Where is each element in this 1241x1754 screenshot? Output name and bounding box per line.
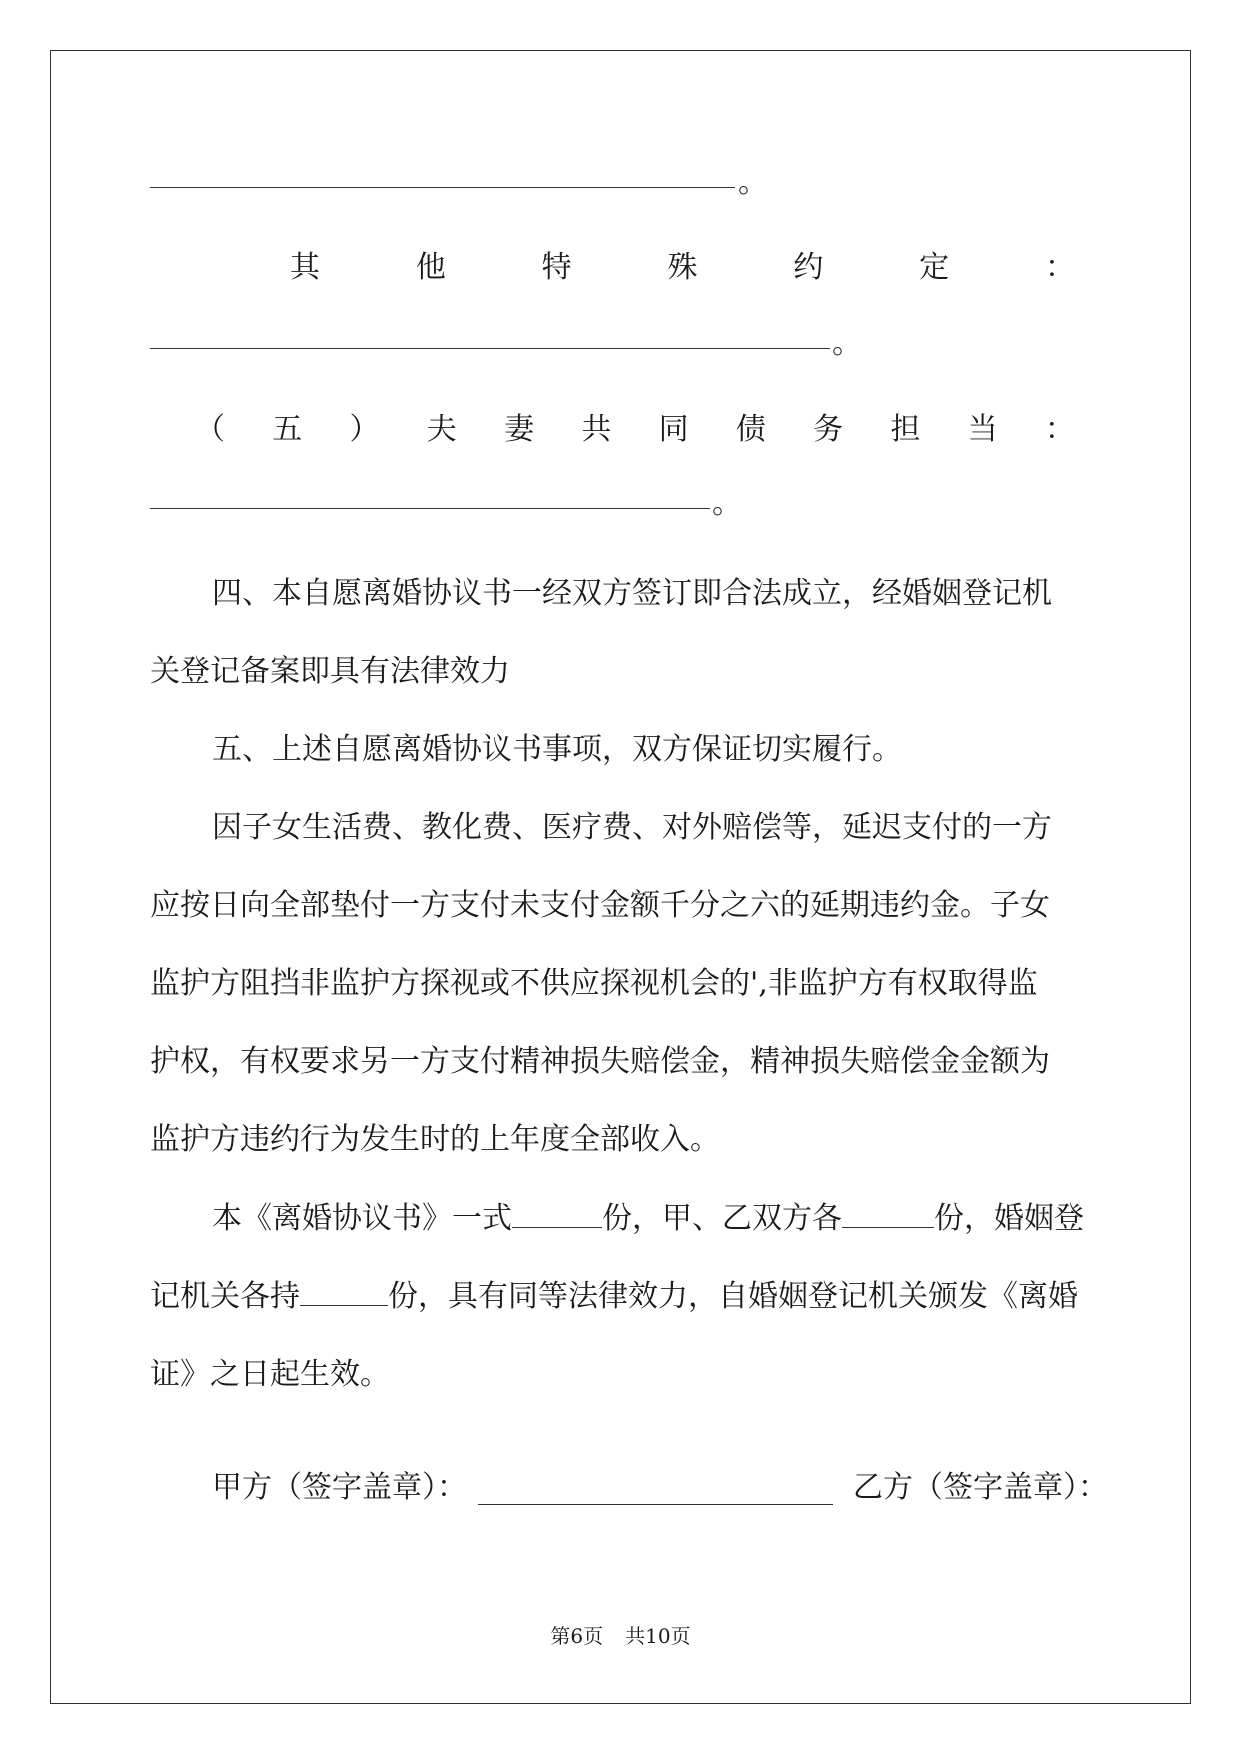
copies-clause-line-2 xyxy=(150,1258,1080,1336)
heading-char: 殊 xyxy=(667,250,698,285)
party-a-signature-blank xyxy=(478,1504,833,1505)
penalty-clause xyxy=(150,789,1080,1179)
penalty-clause-line-5: 监护方违约行为发生时的上年度全部收入。 xyxy=(150,1122,720,1157)
heading-char: ） xyxy=(349,412,380,447)
blank-line-2-period: 。 xyxy=(832,326,862,361)
blank-line-3-period: 。 xyxy=(712,486,742,521)
copies-text: 份，具有同等法律效力，自婚姻登记机关颁发《离婚 xyxy=(388,1279,1078,1314)
heading-char: 同 xyxy=(658,412,689,447)
heading-char: 夫 xyxy=(426,412,457,447)
clause-four-line-2: 关登记备案即具有法律效力 xyxy=(150,654,510,689)
copies-clause xyxy=(150,1180,1084,1414)
heading-char: 他 xyxy=(415,250,446,285)
party-b-signature-label: 乙方（签字盖章）： xyxy=(853,1470,1108,1505)
heading-char: ： xyxy=(1044,412,1075,447)
special-agreements-heading xyxy=(290,250,1075,285)
penalty-clause-line-1: 因子女生活费、教化费、医疗费、对外赔偿等，延迟支付的一方 xyxy=(212,810,1052,845)
heading-char: 约 xyxy=(793,250,824,285)
joint-debt-heading xyxy=(195,412,1075,447)
clause-five-line: 五、上述自愿离婚协议书事项，双方保证切实履行。 xyxy=(212,732,902,767)
heading-char: ： xyxy=(1044,250,1075,285)
copies-registry-blank xyxy=(300,1281,388,1306)
blank-line-2 xyxy=(150,348,830,349)
page-number: 第6页 xyxy=(550,1624,604,1648)
copies-text: 本《离婚协议书》一式 xyxy=(212,1201,512,1236)
heading-char: 五 xyxy=(272,412,303,447)
heading-char: 其 xyxy=(290,250,320,285)
copies-clause-line-3: 证》之日起生效。 xyxy=(150,1357,390,1392)
page-total: 共10页 xyxy=(625,1624,691,1648)
penalty-clause-line-2: 应按日向全部垫付一方支付未支付金额千分之六的延期违约金。子女 xyxy=(150,888,1050,923)
copies-text: 份，婚姻登 xyxy=(934,1201,1084,1236)
heading-char: 特 xyxy=(541,250,572,285)
penalty-clause-line-3: 监护方阻挡非监护方探视或不供应探视机会的',非监护方有权取得监 xyxy=(150,966,1038,1001)
blank-line-3 xyxy=(150,508,710,509)
page-footer xyxy=(0,1620,1241,1649)
copies-total-blank xyxy=(512,1203,602,1228)
heading-char: 当 xyxy=(967,412,998,447)
heading-char: 债 xyxy=(735,412,766,447)
heading-char: 共 xyxy=(581,412,612,447)
copies-text: 记机关各持 xyxy=(150,1279,300,1314)
blank-line-1-period: 。 xyxy=(738,165,768,200)
copies-text: 份，甲、乙双方各 xyxy=(602,1201,842,1236)
copies-clause-line-1 xyxy=(150,1180,1084,1258)
heading-char: 务 xyxy=(813,412,844,447)
party-a-signature-label: 甲方（签字盖章）： xyxy=(212,1470,467,1505)
penalty-clause-line-4: 护权，有权要求另一方支付精神损失赔偿金，精神损失赔偿金金额为 xyxy=(150,1044,1050,1079)
heading-char: 担 xyxy=(890,412,921,447)
clause-five xyxy=(150,711,1080,789)
heading-char: 定 xyxy=(919,250,950,285)
clause-four xyxy=(150,555,1080,711)
heading-char: （ xyxy=(195,412,225,447)
copies-each-party-blank xyxy=(842,1203,934,1228)
blank-line-1 xyxy=(150,187,735,188)
heading-char: 妻 xyxy=(504,412,535,447)
clause-four-line-1: 四、本自愿离婚协议书一经双方签订即合法成立，经婚姻登记机 xyxy=(212,576,1052,611)
